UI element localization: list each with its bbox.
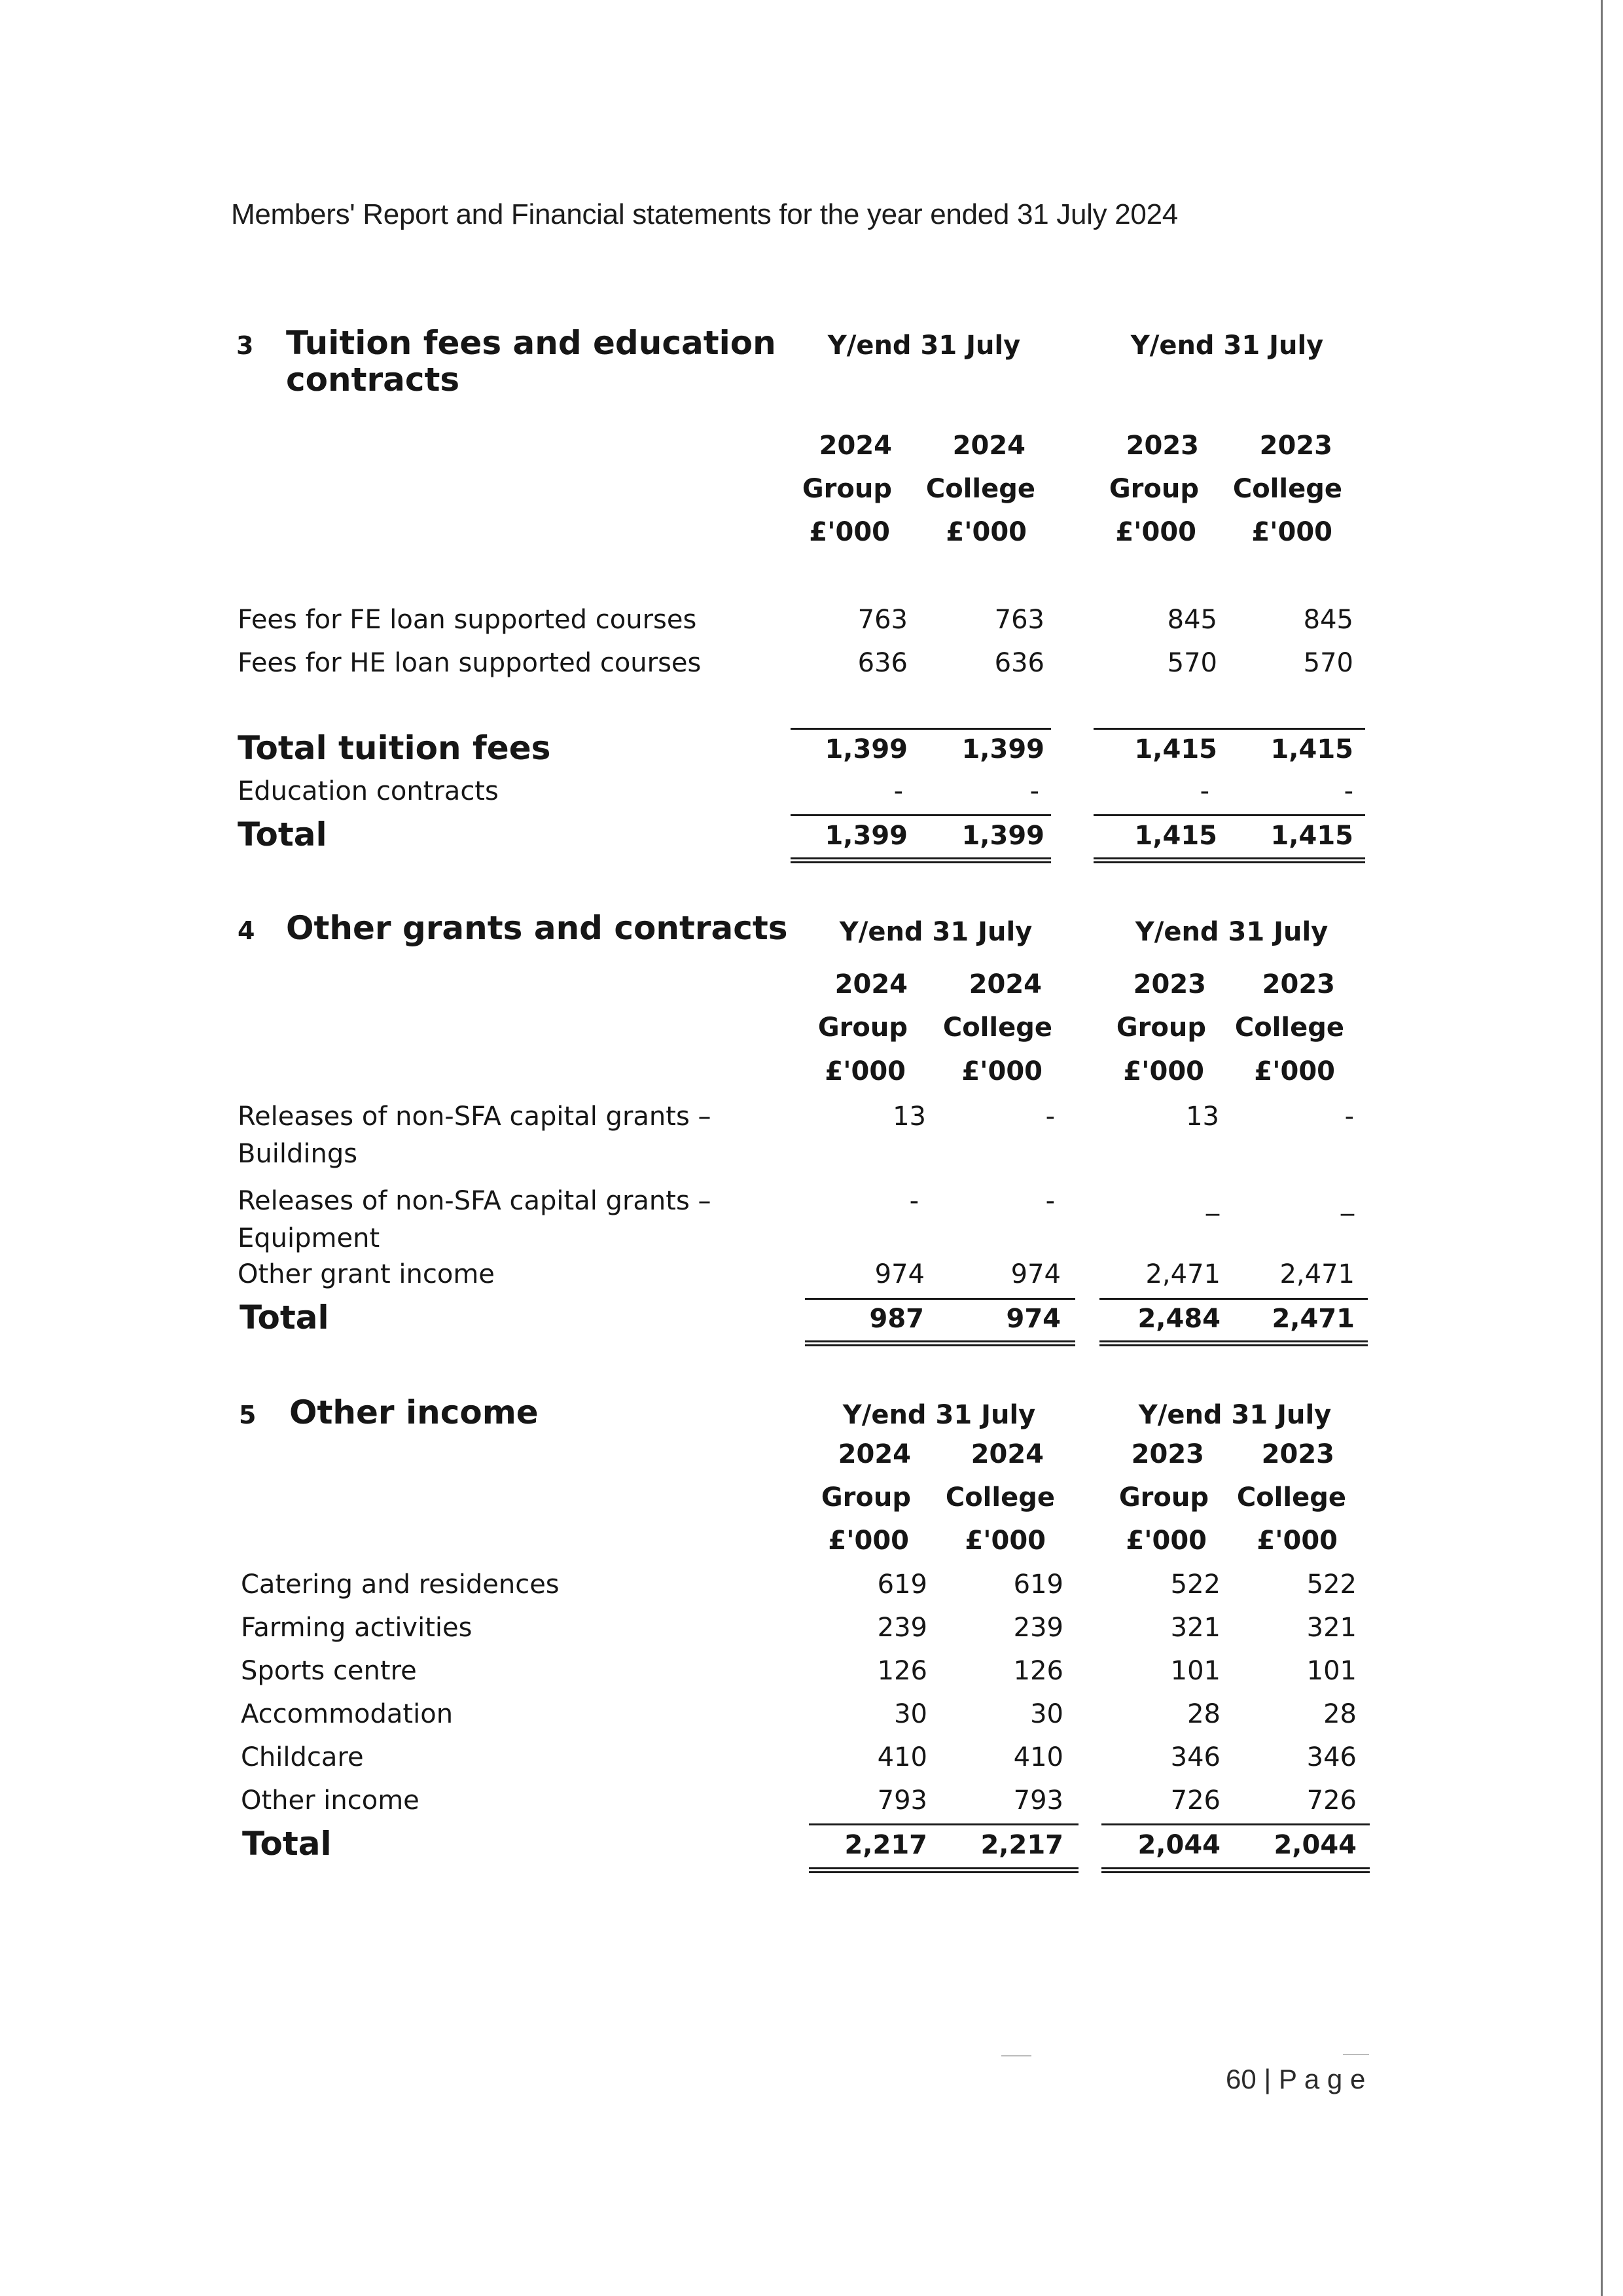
col-unit: £'000 [809,517,890,547]
year-end-label-2024: Y/end 31 July [842,1400,1036,1430]
section-number: 4 [238,916,255,945]
col-entity: College [945,1482,1055,1513]
col-year: 2023 [1126,431,1199,461]
cell: - [909,1186,919,1216]
col-entity: Group [1116,1013,1206,1043]
cell: 1,399 [825,734,908,764]
col-entity: Group [802,474,892,504]
col-entity: Group [821,1482,911,1513]
cell: 126 [1013,1656,1063,1686]
cell: 2,471 [1272,1304,1355,1334]
col-entity: Group [817,1013,908,1043]
cell: 570 [1167,648,1217,678]
year-end-label-2023: Y/end 31 July [1138,1400,1332,1430]
cell: 30 [1030,1699,1063,1729]
row-label: Other income [241,1785,419,1816]
col-year: 2024 [834,969,908,999]
year-end-label-2023: Y/end 31 July [1130,331,1324,361]
row-label: Total [238,816,327,853]
subtotal-rule [1094,728,1365,730]
cell: 1,415 [1270,734,1353,764]
cell: 845 [1303,605,1353,635]
cell: 619 [877,1570,927,1600]
row-label-line2: Equipment [238,1223,380,1253]
col-entity: College [925,474,1035,504]
cell: 845 [1167,605,1217,635]
cell: 522 [1170,1570,1221,1600]
cell: - [893,776,903,806]
row-label: Total [242,1825,332,1863]
scan-edge-line [1601,0,1603,2296]
cell: 126 [877,1656,927,1686]
cell: 1,399 [961,734,1044,764]
row-label: Total [240,1299,329,1336]
cell: 28 [1323,1699,1357,1729]
total-rule [1101,1823,1370,1825]
row-label: Catering and residences [241,1570,560,1600]
cell: 1,399 [825,821,908,851]
cell: 793 [877,1785,927,1816]
col-year: 2023 [1259,431,1332,461]
cell: 636 [857,648,908,678]
cell: 101 [1170,1656,1221,1686]
year-end-label-2024: Y/end 31 July [839,917,1033,947]
cell: 346 [1306,1742,1357,1772]
col-year: 2024 [969,969,1042,999]
cell: 987 [869,1304,924,1334]
section-title-line2: contracts [286,361,460,399]
section-title: Other income [289,1393,539,1431]
col-unit: £'000 [965,1526,1046,1556]
cell: 2,044 [1274,1830,1357,1860]
col-unit: £'000 [1251,517,1332,547]
row-label: Fees for FE loan supported courses [238,605,697,635]
scan-speck [1343,2054,1369,2055]
cell: 13 [1186,1102,1219,1132]
page-number: 60 | P a g e [1226,2064,1366,2094]
cell: 410 [877,1742,927,1772]
cell: 239 [1013,1613,1063,1643]
cell: 570 [1303,648,1353,678]
col-entity: College [1232,474,1342,504]
section-title: Other grants and contracts [286,909,788,947]
col-entity: College [942,1013,1052,1043]
total-double-rule [805,1340,1075,1346]
col-year: 2024 [971,1439,1044,1469]
row-label: Releases of non-SFA capital grants – [238,1186,711,1216]
cell: 410 [1013,1742,1063,1772]
cell: _ [1341,1186,1354,1216]
cell: 1,415 [1270,821,1353,851]
cell: 726 [1306,1785,1357,1816]
total-rule [809,1823,1079,1825]
row-label: Childcare [241,1742,364,1772]
cell: 522 [1306,1570,1357,1600]
year-end-label-2023: Y/end 31 July [1135,917,1329,947]
cell: 321 [1170,1613,1221,1643]
cell: - [1200,776,1209,806]
total-double-rule [809,1867,1079,1873]
cell: 28 [1187,1699,1221,1729]
row-label: Education contracts [238,776,499,806]
col-entity: Group [1109,474,1199,504]
cell: 974 [874,1259,925,1289]
total-rule [1094,814,1365,816]
col-unit: £'000 [1123,1056,1204,1086]
total-rule [805,1298,1075,1300]
col-entity: College [1236,1482,1346,1513]
cell: - [1344,776,1353,806]
cell: 1,415 [1134,734,1217,764]
cell: 636 [994,648,1044,678]
col-unit: £'000 [1115,517,1196,547]
section-title: Tuition fees and education [286,324,776,362]
scan-speck [1001,2055,1031,2056]
cell: 726 [1170,1785,1221,1816]
cell: 2,044 [1137,1830,1221,1860]
row-label: Total tuition fees [238,729,551,767]
cell: 101 [1306,1656,1357,1686]
cell: 793 [1013,1785,1063,1816]
cell: - [1029,776,1039,806]
cell: 763 [994,605,1044,635]
cell: _ [1206,1186,1219,1216]
cell: - [1045,1186,1055,1216]
row-label: Releases of non-SFA capital grants – [238,1102,711,1132]
total-double-rule [1094,857,1365,863]
col-year: 2024 [819,431,892,461]
col-year: 2023 [1261,1439,1334,1469]
cell: - [1045,1102,1055,1132]
cell: 2,471 [1279,1259,1355,1289]
cell: 13 [893,1102,926,1132]
row-label: Farming activities [241,1613,473,1643]
cell: 321 [1306,1613,1357,1643]
col-unit: £'000 [946,517,1027,547]
cell: 30 [894,1699,927,1729]
cell: 2,217 [844,1830,927,1860]
cell: 2,217 [980,1830,1063,1860]
cell: 619 [1013,1570,1063,1600]
col-unit: £'000 [1126,1526,1207,1556]
total-rule [791,814,1051,816]
cell: 239 [877,1613,927,1643]
year-end-label-2024: Y/end 31 July [827,331,1021,361]
col-unit: £'000 [828,1526,909,1556]
cell: 2,484 [1137,1304,1221,1334]
cell: - [1344,1102,1354,1132]
section-number: 3 [236,331,254,360]
subtotal-rule [791,728,1051,730]
col-unit: £'000 [961,1056,1043,1086]
row-label: Accommodation [241,1699,454,1729]
cell: 1,399 [961,821,1044,851]
col-year: 2023 [1131,1439,1204,1469]
total-rule [1099,1298,1368,1300]
col-entity: College [1234,1013,1344,1043]
cell: 763 [857,605,908,635]
col-year: 2024 [952,431,1026,461]
col-unit: £'000 [1254,1056,1335,1086]
col-year: 2023 [1262,969,1335,999]
cell: 2,471 [1145,1259,1221,1289]
total-double-rule [1099,1340,1368,1346]
row-label: Sports centre [241,1656,417,1686]
cell: 346 [1170,1742,1221,1772]
row-label-line2: Buildings [238,1139,358,1169]
cell: 1,415 [1134,821,1217,851]
cell: 974 [1006,1304,1061,1334]
total-double-rule [791,857,1051,863]
cell: 974 [1010,1259,1061,1289]
total-double-rule [1101,1867,1370,1873]
col-year: 2024 [838,1439,911,1469]
section-number: 5 [239,1401,257,1429]
col-year: 2023 [1133,969,1206,999]
row-label: Fees for HE loan supported courses [238,648,702,678]
page-header: Members' Report and Financial statements for the year ended 31 July 2024 [231,198,1178,230]
row-label: Other grant income [238,1259,495,1289]
col-entity: Group [1118,1482,1209,1513]
col-unit: £'000 [1257,1526,1338,1556]
col-unit: £'000 [825,1056,906,1086]
